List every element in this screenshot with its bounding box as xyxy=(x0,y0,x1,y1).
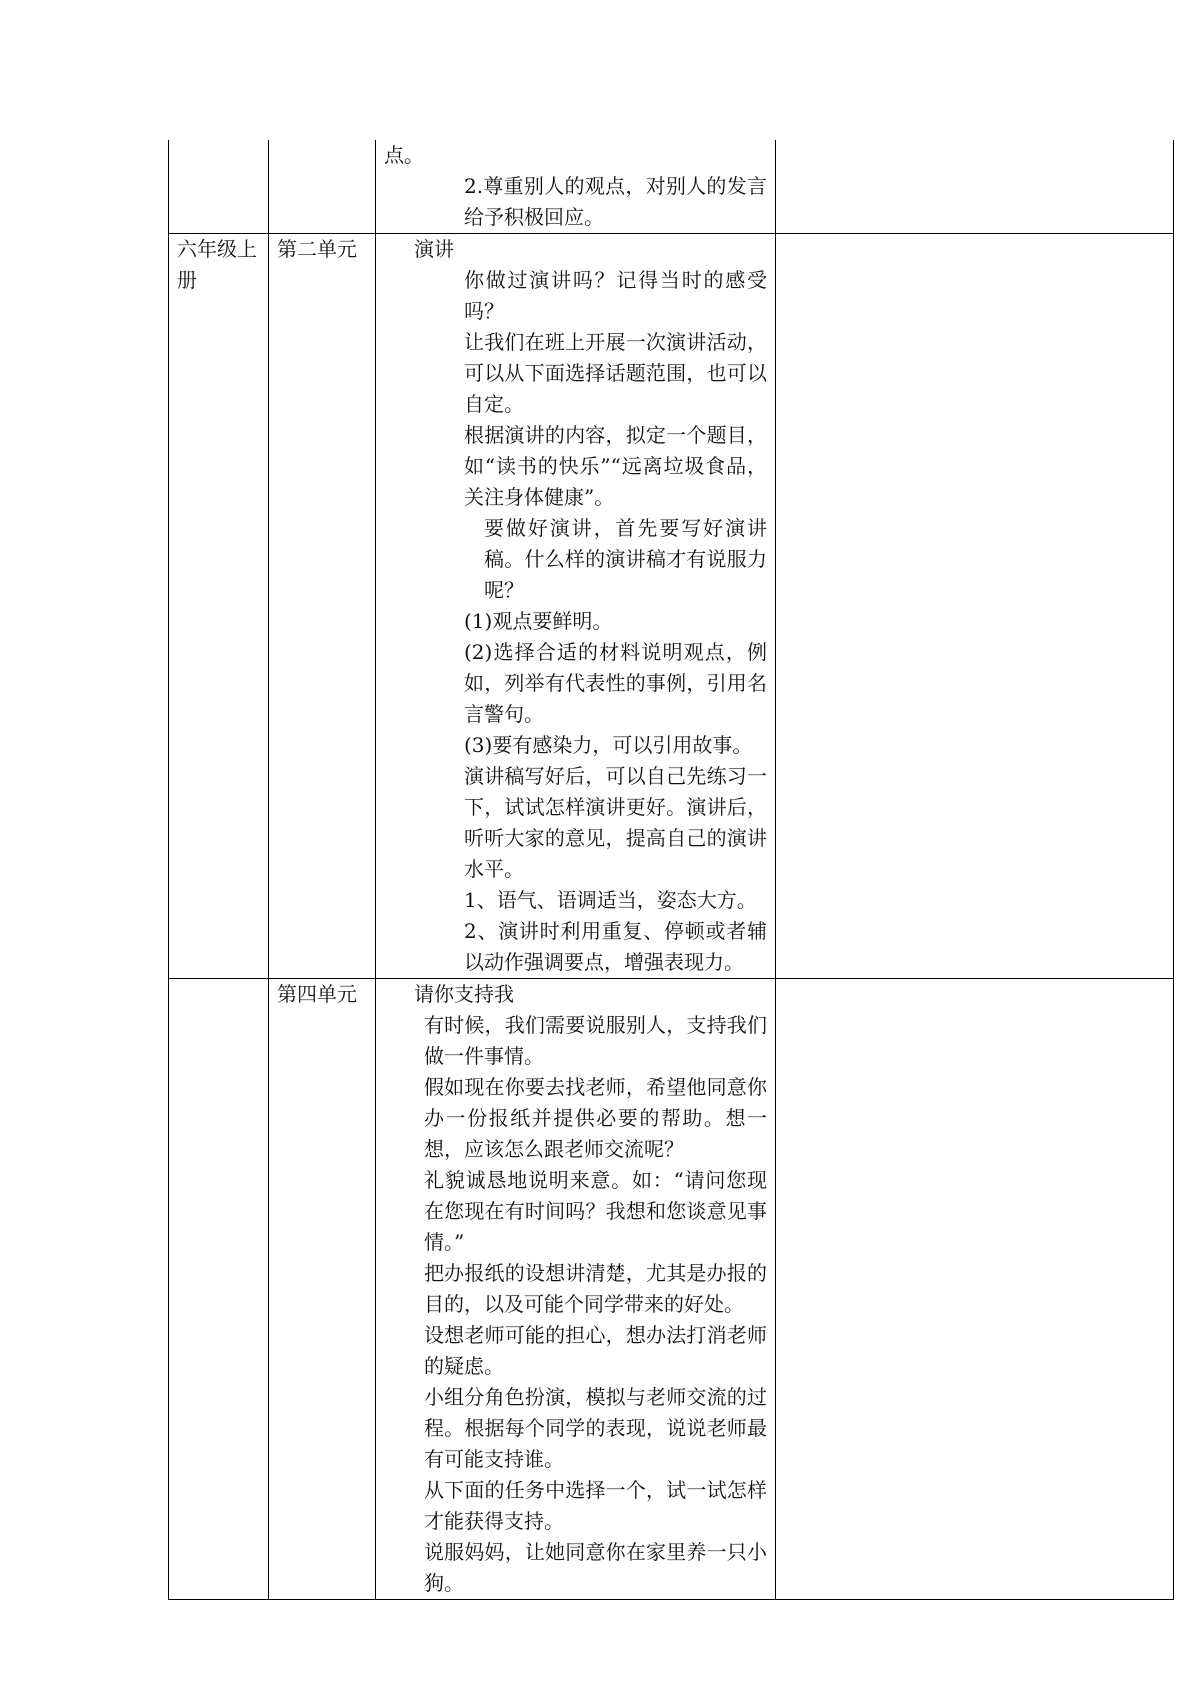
content-paragraph: (1)观点要鲜明。 xyxy=(464,609,613,633)
content-cell xyxy=(376,979,776,1600)
content-paragraph: 说服妈妈，让她同意你在家里养一只小狗。 xyxy=(424,1540,767,1595)
table-row xyxy=(169,140,1174,234)
content-paragraph: 2.尊重别人的观点，对别人的发言给予积极回应。 xyxy=(464,174,767,229)
content-paragraph: 小组分角色扮演，模拟与老师交流的过程。根据每个同学的表现，说说老师最有可能支持谁。 xyxy=(424,1385,767,1471)
notes-cell xyxy=(776,234,1174,979)
content-paragraph: 假如现在你要去找老师，希望他同意你办一份报纸并提供必要的帮助。想一想，应该怎么跟老师交流呢？ xyxy=(424,1075,767,1161)
content-cell xyxy=(376,140,776,234)
content-paragraph: 礼貌诚恳地说明来意。如：“请问您现在您现在有时间吗？我想和您谈意见事情。” xyxy=(424,1168,767,1254)
grade-cell xyxy=(169,140,269,234)
content-paragraph: 设想老师可能的担心，想办法打消老师的疑虑。 xyxy=(424,1323,767,1378)
content-paragraph: 有时候，我们需要说服别人，支持我们做一件事情。 xyxy=(424,1013,767,1068)
table-row xyxy=(169,234,1174,979)
notes-cell xyxy=(776,979,1174,1600)
notes-cell xyxy=(776,140,1174,234)
unit-cell: 第四单元 xyxy=(269,979,376,1600)
content-paragraph: 从下面的任务中选择一个，试一试怎样才能获得支持。 xyxy=(424,1478,767,1533)
curriculum-table xyxy=(168,140,1174,1600)
content-paragraph: 点。 xyxy=(384,143,424,167)
content-paragraph: 根据演讲的内容，拟定一个题目，如“读书的快乐”“远离垃圾食品，关注身体健康”。 xyxy=(464,423,767,509)
content-cell xyxy=(376,234,776,979)
content-paragraph: (2)选择合适的材料说明观点，例如，列举有代表性的事例，引用名言警句。 xyxy=(464,640,767,726)
unit-cell xyxy=(269,140,376,234)
content-paragraph: 演讲稿写好后，可以自己先练习一下，试试怎样演讲更好。演讲后，听听大家的意见，提高自己的演讲水平。 xyxy=(464,764,767,881)
content-paragraph: 1、语气、语调适当，姿态大方。 xyxy=(464,888,757,912)
content-paragraph: 要做好演讲，首先要写好演讲稿。什么样的演讲稿才有说服力呢？ xyxy=(484,516,767,602)
grade-cell xyxy=(169,979,269,1600)
grade-cell: 六年级上册 xyxy=(169,234,269,979)
content-paragraph: 2、演讲时利用重复、停顿或者辅以动作强调要点，增强表现力。 xyxy=(464,919,767,974)
content-paragraph: 演讲 xyxy=(414,237,454,261)
content-paragraph: 你做过演讲吗？记得当时的感受吗？ xyxy=(464,268,767,323)
table-row xyxy=(169,979,1174,1600)
content-paragraph: (3)要有感染力，可以引用故事。 xyxy=(464,733,753,757)
content-paragraph: 请你支持我 xyxy=(414,982,514,1006)
content-paragraph: 把办报纸的设想讲清楚，尤其是办报的目的，以及可能个同学带来的好处。 xyxy=(424,1261,767,1316)
unit-cell: 第二单元 xyxy=(269,234,376,979)
content-paragraph: 让我们在班上开展一次演讲活动，可以从下面选择话题范围，也可以自定。 xyxy=(464,330,767,416)
